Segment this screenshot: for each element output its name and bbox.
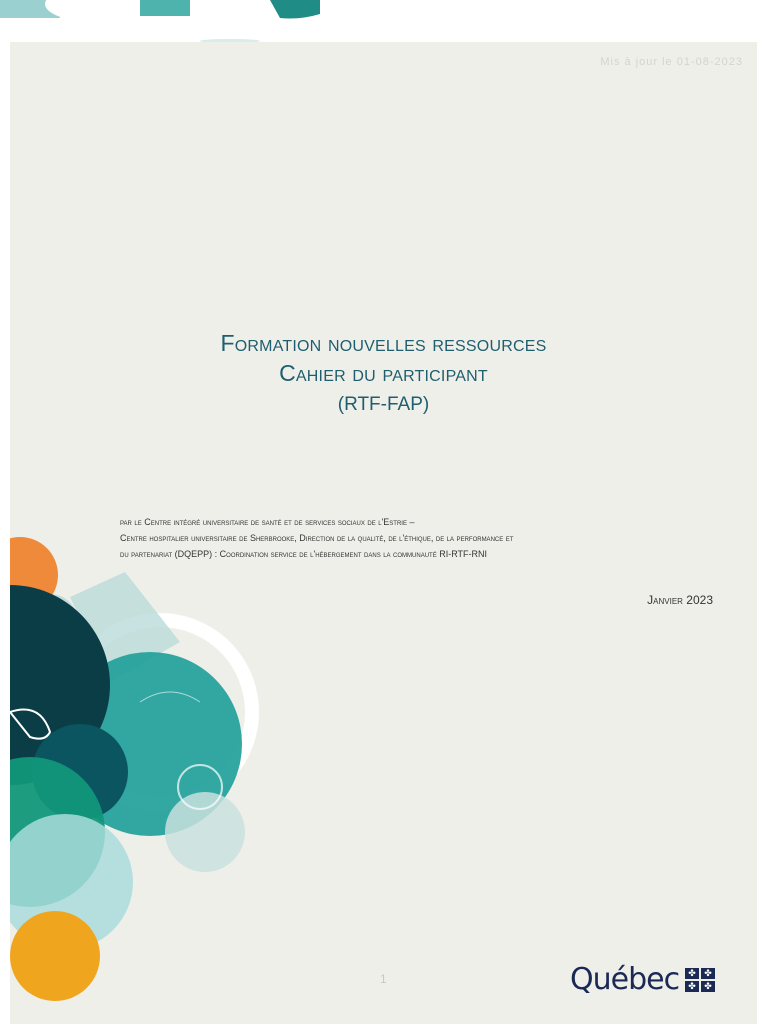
top-shapes-graphic	[0, 0, 770, 42]
top-decorative-strip	[0, 0, 770, 42]
document-title	[10, 328, 757, 420]
title-line-2: Cahier du participant	[279, 360, 488, 386]
publication-date: Janvier 2023	[647, 593, 713, 607]
byline-line-2: Centre hospitalier universitaire de Sherbrooke, Direction de la qualité, de l'éthique, de la performance et	[120, 533, 514, 543]
fleur-de-lys-icon: ✤ ✤ ✤ ✤	[685, 968, 715, 992]
quebec-logo-text: Québec	[570, 962, 680, 997]
update-note: Mis à jour le 01-08-2023	[600, 56, 743, 68]
byline-line-3: du partenariat (DQEPP) : Coordination service de l'hébergement dans la communauté RI-RTF-RNI	[120, 549, 488, 559]
cover-page	[10, 42, 757, 1024]
quebec-logo	[570, 962, 715, 997]
title-line-1: Formation nouvelles ressources	[220, 330, 547, 356]
byline-line-1: par le Centre intégré universitaire de santé et de services sociaux de l'Estrie –	[120, 517, 415, 527]
author-byline	[120, 514, 730, 562]
title-line-3: (RTF-FAP)	[337, 394, 430, 415]
page-number: 1	[380, 972, 387, 986]
